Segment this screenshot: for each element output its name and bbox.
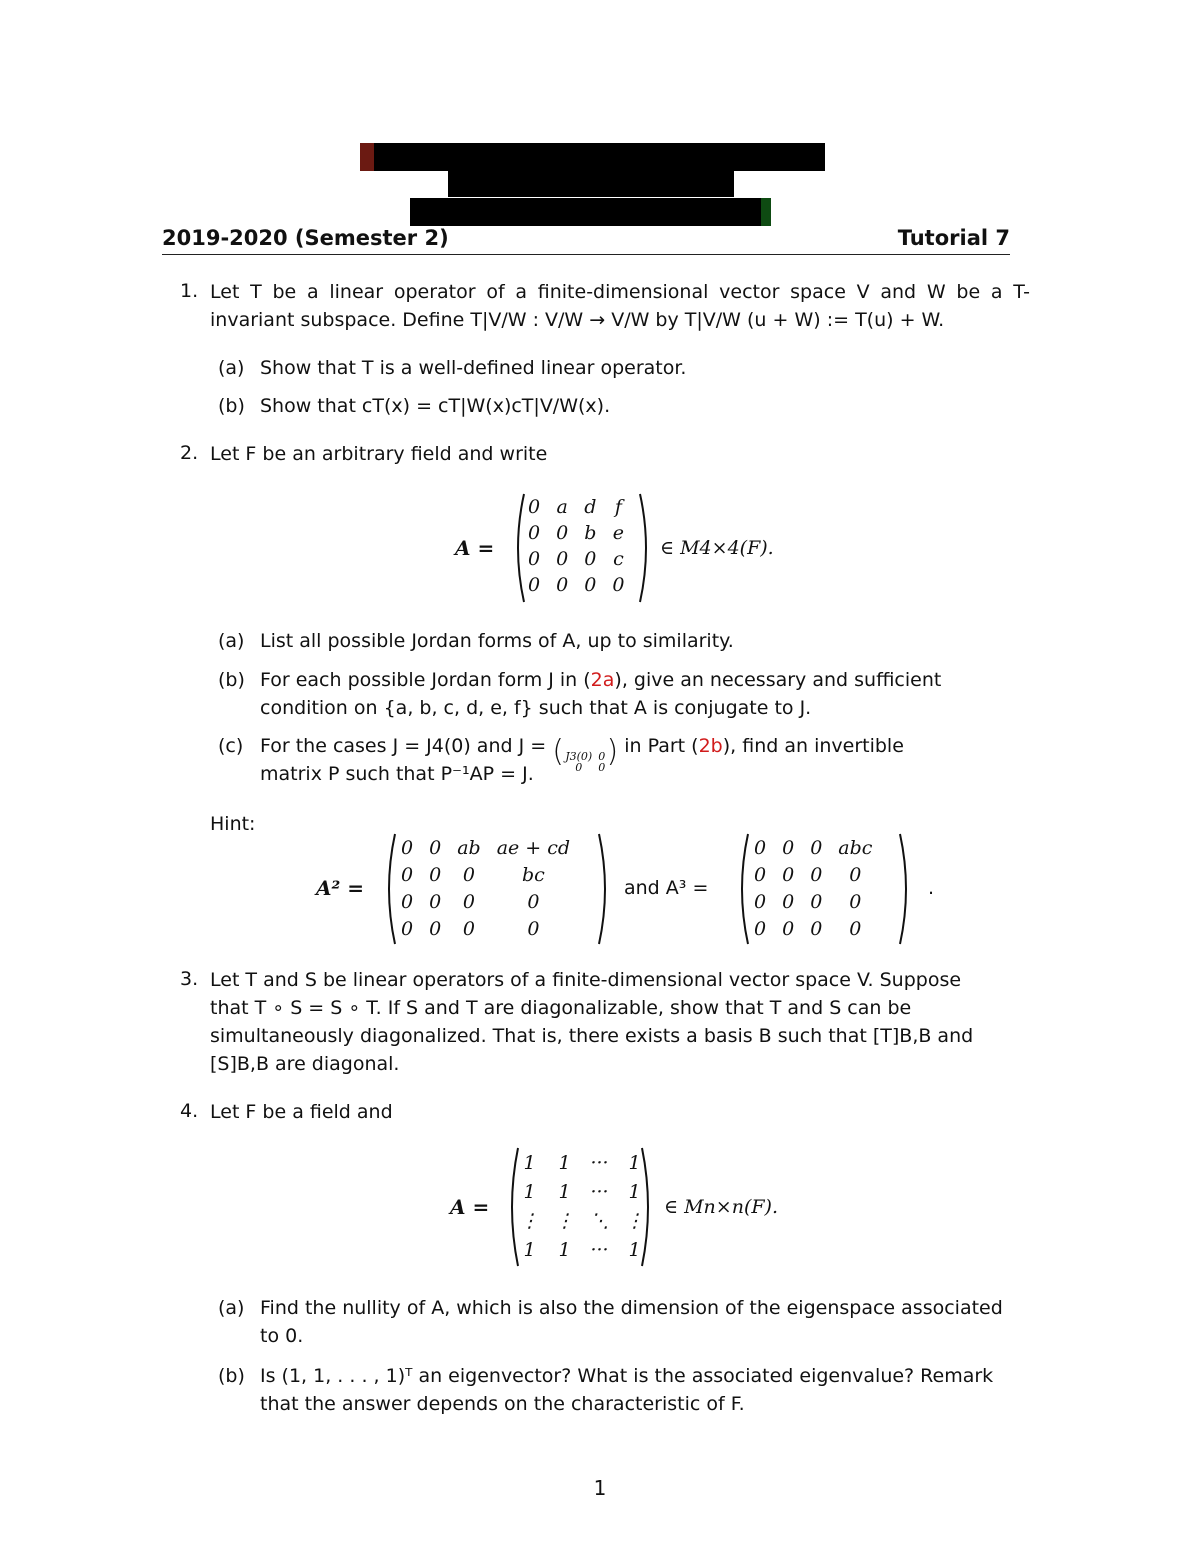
matrix-row	[562, 762, 608, 773]
matrix-cell: 1	[523, 1180, 536, 1203]
matrix-cell: 0	[754, 890, 767, 913]
matrix-cell: 0	[527, 890, 540, 913]
matrix-cell: 0	[782, 836, 795, 859]
page-number: 1	[593, 1476, 607, 1500]
matrix-cell: 0	[782, 863, 795, 886]
matrix-cell: b	[584, 522, 597, 544]
matrix-row	[746, 888, 880, 915]
a2-matrix	[383, 832, 611, 946]
matrix-cell: a	[556, 496, 568, 518]
matrix-row	[746, 861, 880, 888]
matrix-row	[393, 915, 578, 942]
matrix-cell: 0	[462, 917, 475, 940]
and-a3-lhs: and A³ =	[624, 877, 709, 899]
q3-number: 3.	[180, 968, 199, 990]
matrix-row	[520, 546, 632, 572]
hint-label: Hint:	[210, 813, 256, 835]
matrix-cell: 0	[849, 863, 862, 886]
q1b-text: Show that cT(x) = cT|W(x)cT|V/W(x).	[260, 395, 611, 417]
matrix-cell: 0	[429, 863, 442, 886]
matrix-cell: 1	[523, 1238, 536, 1261]
matrix-cell: ···	[590, 1180, 609, 1203]
matrix-cell: 0	[527, 917, 540, 940]
matrix-cell: 0	[429, 890, 442, 913]
matrix-cell: 0	[401, 836, 414, 859]
matrix-cell: ···	[590, 1151, 609, 1174]
a3-matrix	[736, 832, 912, 946]
q4-intro: Let F be a field and	[210, 1101, 393, 1123]
q3-line4: [S]B,B are diagonal.	[210, 1053, 400, 1075]
q2b-line1	[260, 666, 941, 694]
matrix-cell: ⋮	[625, 1209, 644, 1232]
matrix-table	[746, 834, 880, 942]
matrix-cell: 0	[849, 890, 862, 913]
term-label: 2019-2020 (Semester 2)	[162, 226, 449, 250]
matrix-cell: 1	[628, 1151, 641, 1174]
matrix-cell: 0	[401, 917, 414, 940]
matrix-cell: ae + cd	[496, 836, 571, 859]
matrix-cell: 0	[849, 917, 862, 940]
header-rule	[162, 254, 1010, 255]
matrix-cell: 0	[429, 917, 442, 940]
matrix-cell: 1	[558, 1151, 571, 1174]
hint-period: .	[928, 877, 935, 899]
q1-line1: Let T be a linear operator of a finite-dimensional vector space V and W be a T-	[210, 281, 1030, 303]
q2c-line2: matrix P such that P⁻¹AP = J.	[260, 763, 534, 785]
q2c-line1-post: ), find an invertible	[722, 735, 904, 757]
q3-line1: Let T and S be linear operators of a finite-dimensional vector space V. Suppose	[210, 969, 962, 991]
matrix-cell: abc	[838, 836, 873, 859]
matrix-cell: 0	[810, 917, 823, 940]
matrix-cell: 0	[528, 496, 541, 518]
matrix-cell: 0	[575, 761, 583, 774]
matrix-row	[512, 1206, 652, 1235]
q4-matrix-lhs: A =	[450, 1195, 490, 1219]
matrix-cell: 0	[401, 890, 414, 913]
matrix-cell: c	[613, 548, 624, 570]
matrix-row	[393, 888, 578, 915]
q4a-line1: Find the nullity of A, which is also the dimension of the eigenspace associated	[260, 1297, 1003, 1319]
matrix-cell: ⋮	[520, 1209, 539, 1232]
matrix-row	[393, 861, 578, 888]
matrix-cell: 0	[528, 522, 541, 544]
matrix-cell: 0	[598, 761, 606, 774]
q1b-label: (b)	[218, 395, 245, 417]
q4b-label: (b)	[218, 1365, 245, 1387]
q2-matrix-lhs: A =	[455, 536, 495, 560]
q4b-line1: Is (1, 1, . . . , 1)ᵀ an eigenvector? What is the associated eigenvalue? Remark	[260, 1365, 994, 1387]
matrix-cell: e	[612, 522, 625, 544]
matrix-row	[746, 834, 880, 861]
matrix-cell: ⋱	[590, 1209, 609, 1232]
matrix-table	[512, 1148, 652, 1264]
matrix-cell: 1	[523, 1151, 536, 1174]
q3-line2: that T ∘ S = S ∘ T. If S and T are diagonalizable, show that T and S can be	[210, 997, 912, 1019]
matrix-cell: 0	[754, 863, 767, 886]
matrix-row	[520, 520, 632, 546]
matrix-cell: ···	[590, 1238, 609, 1261]
q2c-label: (c)	[218, 735, 244, 757]
matrix-cell: 1	[628, 1238, 641, 1261]
q2-intro: Let F be an arbitrary field and write	[210, 443, 548, 465]
matrix-row	[512, 1235, 652, 1264]
matrix-row	[520, 494, 632, 520]
right-paren-icon	[638, 492, 652, 604]
matrix-cell: ⋮	[555, 1209, 574, 1232]
q2-matrix-rhs: ∈ M4×4(F).	[660, 537, 774, 559]
matrix-cell: 0	[462, 890, 475, 913]
matrix-cell: 0	[401, 863, 414, 886]
matrix-row	[512, 1177, 652, 1206]
q1a-text: Show that T is a well-defined linear operator.	[260, 357, 687, 379]
matrix-cell: 1	[558, 1238, 571, 1261]
q2a-label: (a)	[218, 630, 245, 652]
q2c-line1-mid: in Part (	[624, 735, 699, 757]
matrix-cell: J3(0)	[565, 750, 593, 763]
q2-number: 2.	[180, 442, 199, 464]
redacted-name-block	[360, 143, 825, 171]
matrix-cell: bc	[521, 863, 545, 886]
matrix-cell: 1	[558, 1180, 571, 1203]
q2a-text: List all possible Jordan forms of A, up to similarity.	[260, 630, 734, 652]
matrix-table	[393, 834, 578, 942]
matrix-cell: 0	[598, 750, 606, 763]
matrix-row	[512, 1148, 652, 1177]
matrix-cell: 0	[584, 574, 597, 596]
matrix-cell: 1	[628, 1180, 641, 1203]
matrix-cell: 0	[584, 548, 597, 570]
matrix-cell: 0	[810, 863, 823, 886]
q2c-small-matrix: ( J3(0) 0 0 0 )	[552, 734, 619, 774]
redacted-course-block	[448, 171, 734, 197]
matrix-cell: 0	[782, 890, 795, 913]
matrix-cell: 0	[754, 836, 767, 859]
q4a-line2: to 0.	[260, 1325, 304, 1347]
q4b-line2: that the answer depends on the characteristic of F.	[260, 1393, 745, 1415]
matrix-row	[520, 572, 632, 598]
q4-matrix-A	[506, 1146, 654, 1268]
q2-matrix-A	[512, 492, 652, 604]
matrix-cell: ab	[457, 836, 481, 859]
matrix-cell: 0	[754, 917, 767, 940]
right-paren-icon	[597, 832, 611, 946]
q4-number: 4.	[180, 1100, 199, 1122]
q2b-ref-link[interactable]: 2a	[590, 669, 615, 691]
right-paren-icon	[640, 1146, 654, 1268]
q2b-line1-post: ), give an necessary and sufficient	[614, 669, 942, 691]
q3-line3: simultaneously diagonalized. That is, there exists a basis B such that [T]B,B and	[210, 1025, 974, 1047]
matrix-cell: 0	[556, 574, 569, 596]
q2c-ref-link[interactable]: 2b	[698, 735, 723, 757]
matrix-table	[520, 494, 632, 598]
matrix-cell: 0	[528, 574, 541, 596]
matrix-cell: 0	[612, 574, 625, 596]
right-paren-icon	[898, 832, 912, 946]
matrix-row	[746, 915, 880, 942]
q4-matrix-rhs: ∈ Mn×n(F).	[664, 1196, 778, 1218]
matrix-cell: 0	[462, 863, 475, 886]
q4a-label: (a)	[218, 1297, 245, 1319]
q1-line2: invariant subspace. Define T|V/W : V/W → V/W by T|V/W (u + W) := T(u) + W.	[210, 309, 945, 331]
q2c-line1-pre: For the cases J = J4(0) and J =	[260, 735, 547, 757]
matrix-cell: d	[584, 496, 597, 518]
matrix-cell: 0	[429, 836, 442, 859]
matrix-row	[393, 834, 578, 861]
q1-number: 1.	[180, 280, 199, 302]
matrix-cell: f	[614, 496, 622, 518]
q2b-label: (b)	[218, 669, 245, 691]
matrix-cell: 0	[556, 548, 569, 570]
a2-lhs: A² =	[316, 876, 364, 900]
matrix-cell: 0	[528, 548, 541, 570]
tutorial-title: Tutorial 7	[897, 226, 1010, 250]
matrix-cell: 0	[556, 522, 569, 544]
q2b-line2: condition on {a, b, c, d, e, f} such that A is conjugate to J.	[260, 697, 812, 719]
redacted-instructor-block	[410, 198, 771, 226]
q1a-label: (a)	[218, 357, 245, 379]
matrix-cell: 0	[810, 836, 823, 859]
matrix-cell: 0	[782, 917, 795, 940]
matrix-cell: 0	[810, 890, 823, 913]
q2b-line1-pre: For each possible Jordan form J in (	[260, 669, 591, 691]
